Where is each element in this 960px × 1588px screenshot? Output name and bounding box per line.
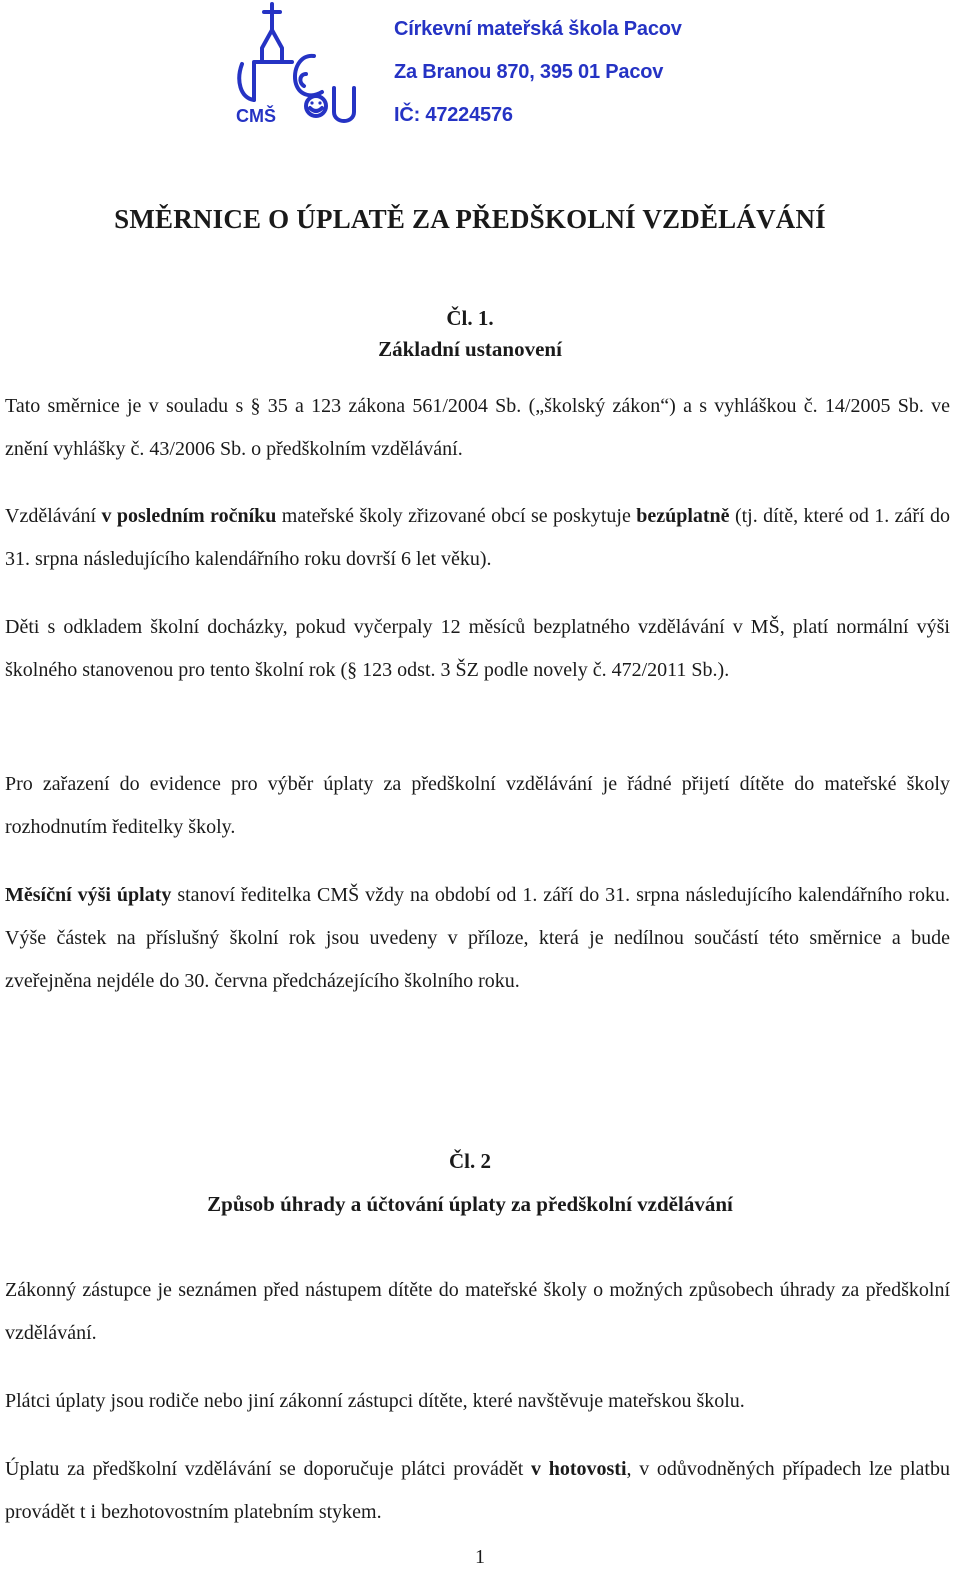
bold-run: Měsíční výši úplaty [5,884,172,906]
article-2-paragraph-2: Plátci úplaty jsou rodiče nebo jiní zákonní zástupci dítěte, které navštěvuje mateřskou školu. [5,1390,745,1412]
article-1-paragraph-1: Tato směrnice je v souladu s § 35 a 123 zákona 561/2004 Sb. („školský zákon“) a s vyhláškou č. 14/2005 Sb. ve znění vyhlášky č. 43/2006 Sb. o předškolním vzdělávání. [5,395,950,460]
text-run: Úplatu za předškolní vzdělávání se doporučuje plátci provádět [5,1458,531,1480]
article-1-number: Čl. 1. [446,306,494,330]
bold-run: v hotovosti [531,1458,627,1480]
article-1-paragraph-2 [5,495,950,581]
article-2-paragraph-1: Zákonný zástupce je seznámen před nástupem dítěte do mateřské školy o možných způsobech úhrady za předškolní vzdělávání. [5,1279,950,1344]
text-run: (tj. dítě, které od 1. září do 31. srpna následujícího kalendářního roku dovrší 6 let věku). [5,505,950,570]
bold-run: bezúplatně [636,505,730,527]
article-2-paragraph-3 [5,1448,950,1534]
document-title: SMĚRNICE O ÚPLATĚ ZA PŘEDŠKOLNÍ VZDĚLÁVÁNÍ [114,204,826,234]
school-ic: IČ: 47224576 [394,104,513,126]
article-1-paragraph-3: Děti s odkladem školní docházky, pokud vyčerpaly 12 měsíců bezplatného vzdělávání v MŠ, platí normální výši školného stanovenou pro tento školní rok (§ 123 odst. 3 ŠZ podle novely č. 472/2011 Sb.). [5,616,950,681]
school-logo [232,0,368,136]
text-run: stanoví ředitelka CMŠ vždy na období od 1. září do 31. srpna následujícího kalendářního roku. Výše částek na příslušný školní rok jsou uvedeny v příloze, která je nedílnou součástí této směrnice a bude zveřejněna nejdéle do 30. června předcházejícího školního roku. [5,884,951,992]
text-run: mateřské školy zřizované obcí se poskytuje [276,505,637,527]
page-number: 1 [475,1546,485,1568]
bold-run: v posledním ročníku [101,505,277,527]
text-run: Vzdělávání [5,505,102,527]
article-2-number: Čl. 2 [449,1149,491,1173]
school-address: Za Branou 870, 395 01 Pacov [394,61,664,83]
article-1-paragraph-5 [5,874,950,1003]
article-1-paragraph-4: Pro zařazení do evidence pro výběr úplaty za předškolní vzdělávání je řádné přijetí dítěte do mateřské školy rozhodnutím ředitelky školy. [5,773,950,838]
svg-text:CMŠ: CMŠ [236,106,276,126]
article-1-title: Základní ustanovení [378,337,562,361]
school-name: Církevní mateřská škola Pacov [394,18,682,40]
article-2-title: Způsob úhrady a účtování úplaty za předškolní vzdělávání [207,1192,733,1216]
text-run: , v odůvodněných případech lze platbu provádět t i bezhotovostním platebním stykem. [5,1458,950,1523]
school-header [394,8,682,137]
